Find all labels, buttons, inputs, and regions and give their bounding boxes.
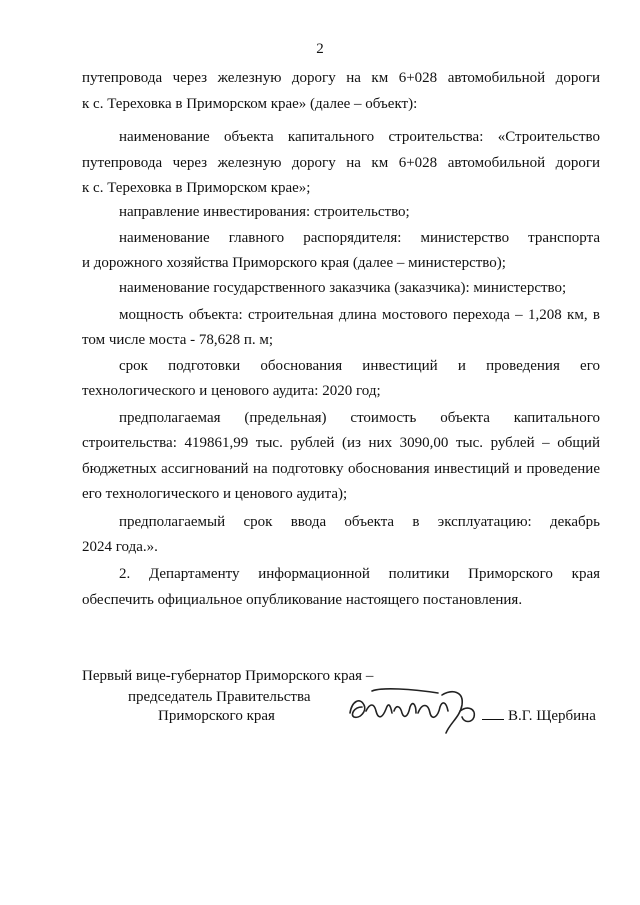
body-text-line: к с. Тереховка в Приморском крае»; [82, 180, 311, 196]
body-text-line: предполагаемая (предельная) стоимость объекта капитального [119, 410, 600, 426]
body-text-line: его технологического и ценового аудита); [82, 486, 348, 502]
body-text-line: том числе моста - 78,628 п. м; [82, 332, 274, 348]
body-text-line: к с. Тереховка в Приморском крае» (далее – объект): [82, 96, 418, 112]
body-text-line: 2. Департаменту информационной политики Приморского края [119, 566, 600, 582]
signature-underline [482, 719, 504, 720]
body-text-line: и дорожного хозяйства Приморского края (далее – министерство); [82, 255, 506, 271]
signer-name-text: В.Г. Щербина [508, 708, 596, 724]
body-text-line: путепровода через железную дорогу на км 6+028 автомобильной дороги [82, 70, 600, 86]
body-text-line: бюджетных ассигнований на подготовку обоснования инвестиций и проведение [82, 461, 600, 477]
body-text-line: наименование главного распорядителя: министерство транспорта [119, 230, 600, 246]
body-text-line: наименование государственного заказчика (заказчика): министерство; [119, 280, 567, 296]
body-text-line: предполагаемый срок ввода объекта в эксплуатацию: декабрь [119, 514, 600, 530]
signer-position-line3: Приморского края [158, 708, 275, 724]
body-text-line: срок подготовки обоснования инвестиций и проведения его [119, 358, 600, 374]
signer-position-line2: председатель Правительства [128, 689, 311, 705]
handwritten-signature [342, 683, 502, 739]
body-text-line: технологического и ценового аудита: 2020 год; [82, 383, 381, 399]
body-text-line: наименование объекта капитального строительства: «Строительство [119, 129, 600, 145]
signer-name [482, 706, 596, 726]
body-text-line: строительства: 419861,99 тыс. рублей (из них 3090,00 тыс. рублей – общий [82, 435, 600, 451]
signer-position-line1: Первый вице-губернатор Приморского края – [82, 668, 374, 684]
body-text-line: обеспечить официальное опубликование настоящего постановления. [82, 592, 523, 608]
body-text-line: 2024 года.». [82, 539, 158, 555]
body-text-line: путепровода через железную дорогу на км 6+028 автомобильной дороги [82, 155, 600, 171]
body-text-line: мощность объекта: строительная длина мостового перехода – 1,208 км, в [119, 307, 600, 323]
body-text-line: направление инвестирования: строительство; [119, 204, 410, 220]
page-number: 2 [316, 41, 324, 57]
